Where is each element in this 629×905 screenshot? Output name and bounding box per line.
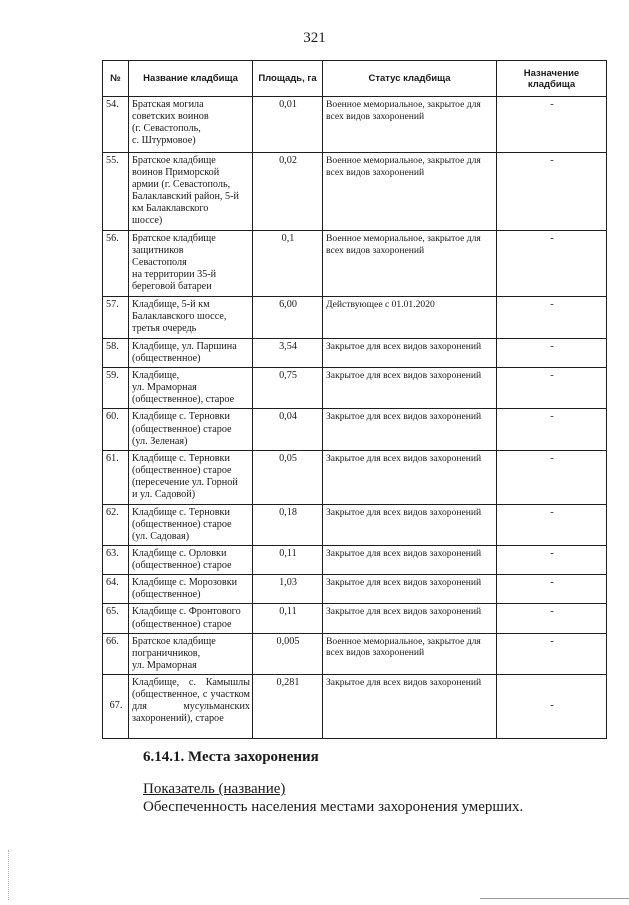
row-name: Кладбище с. Фронтового (общественное) старое: [129, 604, 253, 633]
row-purpose: -: [497, 504, 607, 545]
row-name: Кладбище с. Терновки (общественное) старое (ул. Садовая): [129, 504, 253, 545]
row-name: Братское кладбище воинов Приморской армии (г. Севастополь, Балаклавский район, 5-й км Балаклавского шоссе): [129, 153, 253, 231]
row-purpose: -: [497, 575, 607, 604]
table-row: [103, 409, 607, 450]
row-purpose: -: [497, 546, 607, 575]
row-status: Закрытое для всех видов захоронений: [323, 409, 497, 450]
row-num: 65.: [103, 604, 129, 633]
footer-rule: [480, 898, 629, 899]
table-row: [103, 339, 607, 368]
header-area: Площадь, га: [253, 61, 323, 97]
row-name: Кладбище, с. Камышлы (общественное, с участком для мусульманских захоронений), старое: [129, 674, 253, 738]
row-purpose: -: [497, 231, 607, 297]
row-status: Военное мемориальное, закрытое для всех видов захоронений: [323, 633, 497, 674]
row-purpose: -: [497, 633, 607, 674]
section-heading: 6.14.1. Места захоронения: [143, 749, 319, 765]
cemetery-table: [102, 60, 607, 739]
row-name: Братская могила советских воинов (г. Севастополь, с. Штурмовое): [129, 97, 253, 153]
row-area: 0,04: [253, 409, 323, 450]
table-row: [103, 153, 607, 231]
row-num: 59.: [103, 368, 129, 409]
row-name: Кладбище с. Орловки (общественное) старое: [129, 546, 253, 575]
row-status: Закрытое для всех видов захоронений: [323, 368, 497, 409]
table-row: [103, 575, 607, 604]
table-row: [103, 297, 607, 339]
row-purpose: -: [497, 153, 607, 231]
row-area: 0,75: [253, 368, 323, 409]
row-purpose: -: [497, 297, 607, 339]
table-row: [103, 604, 607, 633]
header-purpose: Назначение кладбища: [497, 61, 607, 97]
row-area: 3,54: [253, 339, 323, 368]
table-row: [103, 504, 607, 545]
row-num: 66.: [103, 633, 129, 674]
row-area: 0,02: [253, 153, 323, 231]
row-status: Военное мемориальное, закрытое для всех видов захоронений: [323, 153, 497, 231]
row-status: Закрытое для всех видов захоронений: [323, 575, 497, 604]
row-num: 62.: [103, 504, 129, 545]
row-status: Закрытое для всех видов захоронений: [323, 674, 497, 738]
row-purpose: -: [497, 674, 607, 738]
table-row: [103, 674, 607, 738]
row-num: 54.: [103, 97, 129, 153]
row-num: 56.: [103, 231, 129, 297]
table-row: [103, 231, 607, 297]
table-row: [103, 97, 607, 153]
row-num: 57.: [103, 297, 129, 339]
row-num: 60.: [103, 409, 129, 450]
row-area: 0,18: [253, 504, 323, 545]
row-name: Кладбище, ул. Паршина (общественное): [129, 339, 253, 368]
row-num: 58.: [103, 339, 129, 368]
header-num: №: [103, 61, 129, 97]
row-num: 67.: [103, 674, 129, 738]
row-area: 0,1: [253, 231, 323, 297]
row-purpose: -: [497, 450, 607, 504]
row-name: Кладбище с. Терновки (общественное) старое (ул. Зеленая): [129, 409, 253, 450]
scan-edge-mark: [8, 850, 9, 900]
row-name: Кладбище с. Терновки (общественное) старое (пересечение ул. Горной и ул. Садовой): [129, 450, 253, 504]
row-num: 64.: [103, 575, 129, 604]
row-area: 0,05: [253, 450, 323, 504]
row-area: 0,281: [253, 674, 323, 738]
row-area: 0,11: [253, 604, 323, 633]
table-header-row: [103, 61, 607, 97]
row-status: Военное мемориальное, закрытое для всех видов захоронений: [323, 231, 497, 297]
row-area: 6,00: [253, 297, 323, 339]
row-area: 0,11: [253, 546, 323, 575]
table-row: [103, 368, 607, 409]
table-row: [103, 633, 607, 674]
row-purpose: -: [497, 409, 607, 450]
table-row: [103, 450, 607, 504]
row-num: 55.: [103, 153, 129, 231]
page-number: 321: [303, 30, 326, 46]
row-status: Закрытое для всех видов захоронений: [323, 604, 497, 633]
row-area: 1,03: [253, 575, 323, 604]
row-purpose: -: [497, 368, 607, 409]
header-status: Статус кладбища: [323, 61, 497, 97]
row-status: Закрытое для всех видов захоронений: [323, 339, 497, 368]
row-num: 63.: [103, 546, 129, 575]
indicator-label: Показатель (название): [143, 781, 286, 797]
row-name: Братское кладбище пограничников, ул. Мраморная: [129, 633, 253, 674]
row-name: Кладбище, 5-й км Балаклавского шоссе, третья очередь: [129, 297, 253, 339]
row-status: Военное мемориальное, закрытое для всех видов захоронений: [323, 97, 497, 153]
row-num: 61.: [103, 450, 129, 504]
table-row: [103, 546, 607, 575]
row-status: Закрытое для всех видов захоронений: [323, 546, 497, 575]
row-name: Кладбище, ул. Мраморная (общественное), старое: [129, 368, 253, 409]
row-status: Действующее с 01.01.2020: [323, 297, 497, 339]
row-name: Братское кладбище защитников Севастополя на территории 35-й береговой батареи: [129, 231, 253, 297]
row-purpose: -: [497, 604, 607, 633]
row-purpose: -: [497, 339, 607, 368]
row-status: Закрытое для всех видов захоронений: [323, 450, 497, 504]
row-name: Кладбище с. Морозовки (общественное): [129, 575, 253, 604]
indicator-value: Обеспеченность населения местами захоронения умерших.: [143, 799, 524, 815]
header-name: Название кладбища: [129, 61, 253, 97]
row-area: 0,01: [253, 97, 323, 153]
row-purpose: -: [497, 97, 607, 153]
row-area: 0,005: [253, 633, 323, 674]
row-status: Закрытое для всех видов захоронений: [323, 504, 497, 545]
